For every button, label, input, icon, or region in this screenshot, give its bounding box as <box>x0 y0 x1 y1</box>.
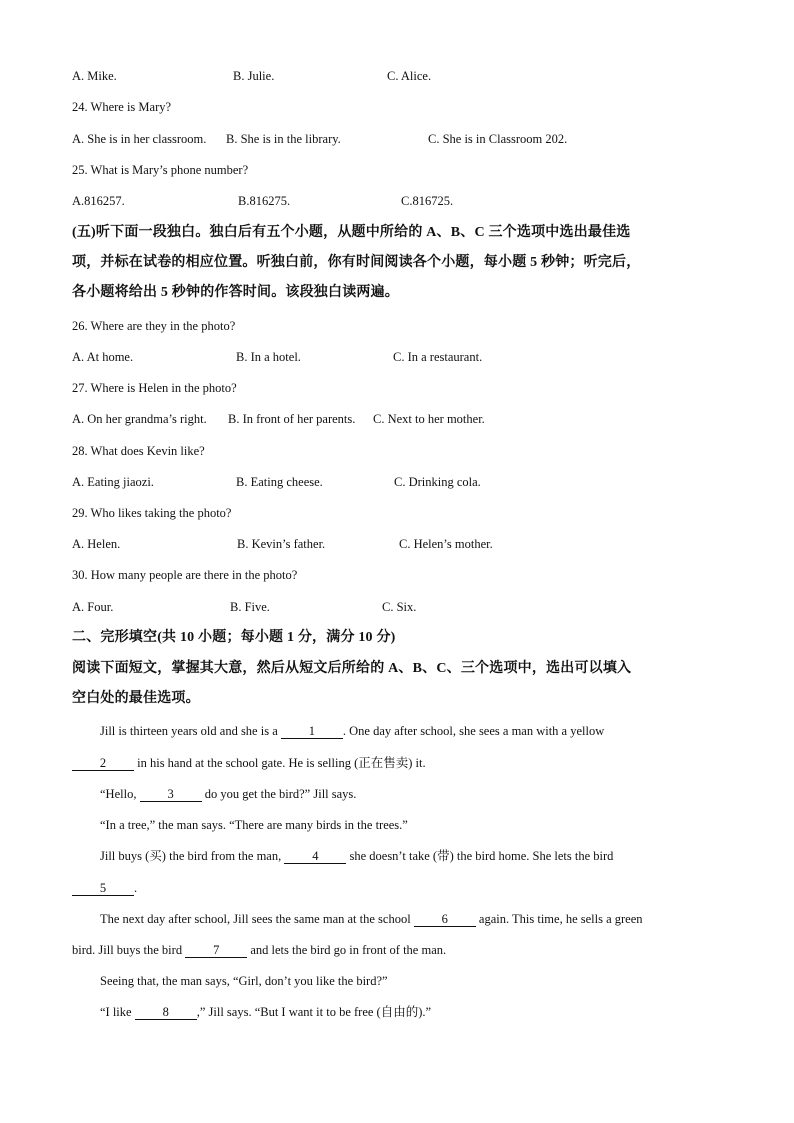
q27-option-a: A. On her grandma’s right. <box>72 412 207 426</box>
passage-line-9: Seeing that, the man says, “Girl, don’t you like the bird?” <box>100 974 388 988</box>
q25-option-c: C.816725. <box>401 194 454 208</box>
blank-6: 6 <box>414 912 476 927</box>
q24-question: 24. Where is Mary? <box>72 100 172 114</box>
passage-text: Jill buys (买) the bird from the man, <box>100 849 285 863</box>
q29-option-b: B. Kevin’s father. <box>237 537 326 551</box>
passage-text: Jill is thirteen years old and she is a <box>100 724 281 738</box>
q29-question: 29. Who likes taking the photo? <box>72 506 232 520</box>
q30-option-c: C. Six. <box>382 600 417 614</box>
q24-option-b: B. She is in the library. <box>226 132 341 146</box>
q28-option-a: A. Eating jiaozi. <box>72 475 154 489</box>
passage-text: she doesn’t take (带) the bird home. She lets the bird <box>346 849 614 863</box>
passage-line-7 <box>100 911 643 927</box>
blank-1: 1 <box>281 724 343 739</box>
passage-text: do you get the bird?” Jill says. <box>201 787 357 801</box>
passage-text: in his hand at the school gate. He is selling (正在售卖) it. <box>134 756 426 770</box>
q29-option-a: A. Helen. <box>72 537 121 551</box>
section2-instruction-line2: 空白处的最佳选项。 <box>72 691 200 706</box>
q28-option-c: C. Drinking cola. <box>394 475 481 489</box>
passage-line-1 <box>100 723 604 739</box>
q25-option-a: A.816257. <box>72 194 125 208</box>
section5-instruction-line3: 各小题将给出 5 秒钟的作答时间。该段独白读两遍。 <box>72 285 399 300</box>
q28-question: 28. What does Kevin like? <box>72 444 205 458</box>
q25-option-b: B.816275. <box>238 194 291 208</box>
q24-option-c: C. She is in Classroom 202. <box>428 132 568 146</box>
blank-5: 5 <box>72 881 134 896</box>
passage-text: and lets the bird go in front of the man. <box>247 943 447 957</box>
section5-instruction-line2: 项，并标在试卷的相应位置。听独白前，你有时间阅读各个小题，每小题 5 秒钟；听完后， <box>72 255 641 270</box>
q25-question: 25. What is Mary’s phone number? <box>72 163 249 177</box>
q30-option-b: B. Five. <box>230 600 270 614</box>
passage-line-8 <box>72 942 446 958</box>
q26-option-b: B. In a hotel. <box>236 350 301 364</box>
passage-text: “I like <box>100 1005 135 1019</box>
passage-text: again. This time, he sells a green <box>475 912 643 926</box>
blank-2: 2 <box>72 756 134 771</box>
passage-text: . One day after school, she sees a man with a yellow <box>342 724 605 738</box>
section2-instruction-line1: 阅读下面短文，掌握其大意，然后从短文后所给的 A、B、C、三个选项中，选出可以填入 <box>72 661 632 676</box>
q30-option-a: A. Four. <box>72 600 114 614</box>
blank-8: 8 <box>135 1005 197 1020</box>
q26-option-a: A. At home. <box>72 350 134 364</box>
q28-option-b: B. Eating cheese. <box>236 475 323 489</box>
q26-option-c: C. In a restaurant. <box>393 350 483 364</box>
section5-instruction-line1: (五)听下面一段独白。独白后有五个小题，从题中所给的 A、B、C 三个选项中选出最佳选 <box>72 225 631 240</box>
passage-line-10 <box>100 1004 431 1020</box>
q26-question: 26. Where are they in the photo? <box>72 319 236 333</box>
passage-text: . <box>134 881 138 895</box>
q27-option-b: B. In front of her parents. <box>228 412 356 426</box>
q27-question: 27. Where is Helen in the photo? <box>72 381 237 395</box>
passage-line-5 <box>100 848 613 864</box>
q27-option-c: C. Next to her mother. <box>373 412 485 426</box>
q23-option-b: B. Julie. <box>233 69 275 83</box>
q29-option-c: C. Helen’s mother. <box>399 537 493 551</box>
passage-line-4: “In a tree,” the man says. “There are many birds in the trees.” <box>100 818 408 832</box>
section2-title: 二、完形填空(共 10 小题；每小题 1 分，满分 10 分) <box>72 630 396 645</box>
q23-option-a: A. Mike. <box>72 69 117 83</box>
passage-line-3 <box>100 786 356 802</box>
passage-text: The next day after school, Jill sees the same man at the school <box>100 912 414 926</box>
passage-text: bird. Jill buys the bird <box>72 943 186 957</box>
blank-3: 3 <box>140 787 202 802</box>
passage-text: “Hello, <box>100 787 140 801</box>
q23-option-c: C. Alice. <box>387 69 432 83</box>
q30-question: 30. How many people are there in the photo? <box>72 568 298 582</box>
q24-option-a: A. She is in her classroom. <box>72 132 207 146</box>
blank-4: 4 <box>284 849 346 864</box>
blank-7: 7 <box>185 943 247 958</box>
passage-text: ,” Jill says. “But I want it to be free (自由的).” <box>196 1005 432 1019</box>
passage-line-2 <box>72 755 426 771</box>
passage-line-6 <box>72 880 137 896</box>
